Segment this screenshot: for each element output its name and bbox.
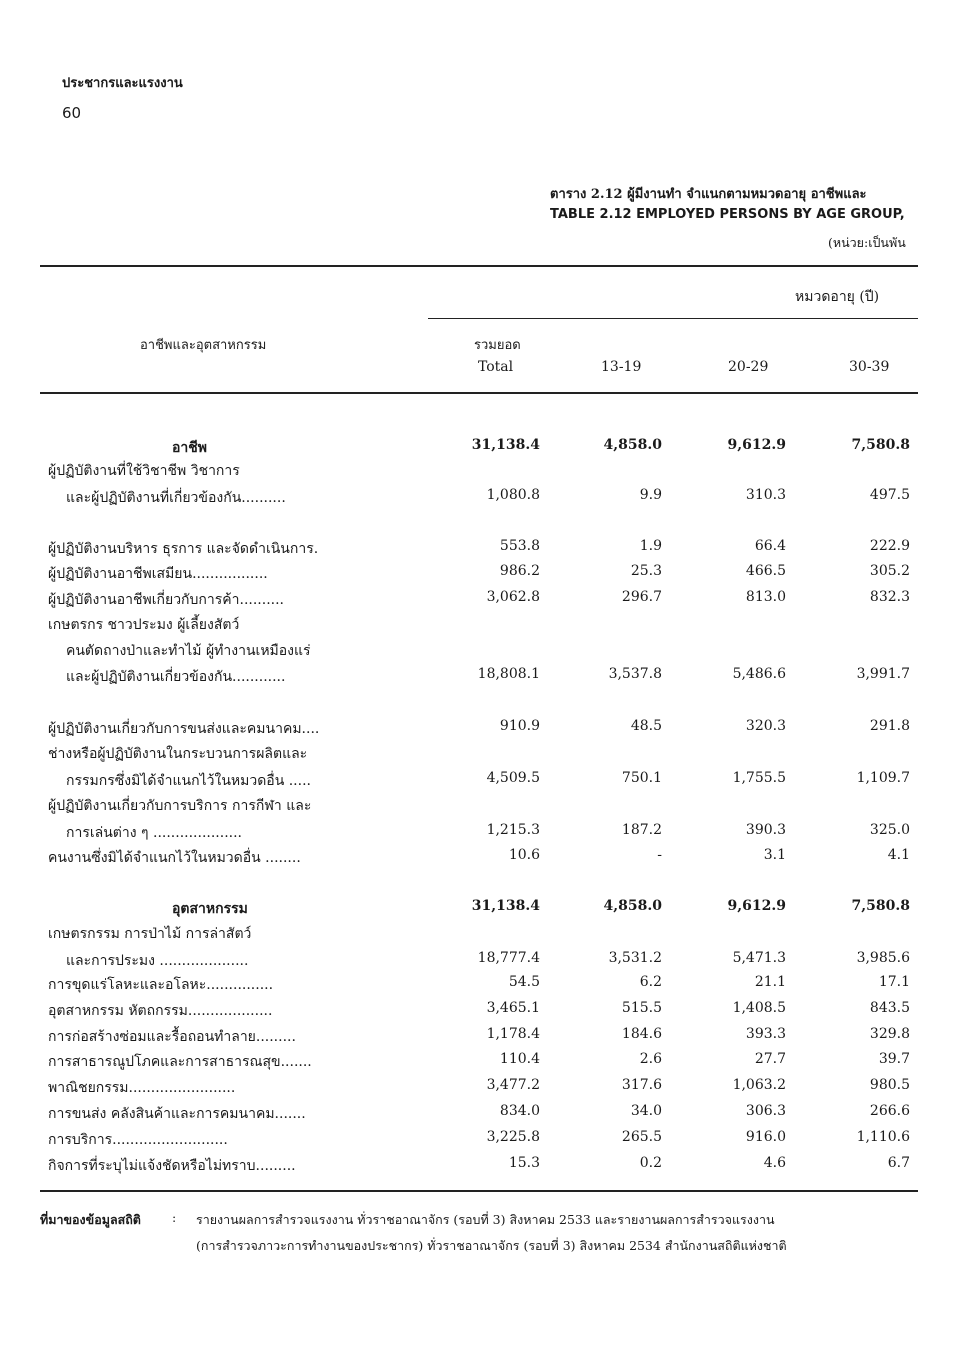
- cell-value: 3,062.8: [486, 589, 540, 605]
- cell-value: 34.0: [630, 1103, 662, 1119]
- row-label: ช่างหรือผู้ปฏิบัติงานในกระบวนการผลิตและ: [48, 746, 308, 762]
- cell-value: 553.8: [499, 538, 540, 554]
- cell-value: 4.6: [763, 1155, 786, 1171]
- table-row: [0, 1077, 966, 1099]
- cell-value: 390.3: [745, 822, 786, 838]
- row-label: ผู้ปฏิบัติงานเกี่ยวกับการบริการ การกีฬา และ: [48, 798, 312, 814]
- row-label: เกษตรกร ชาวประมง ผู้เลี้ยงสัตว์: [48, 617, 240, 633]
- row-label: การก่อสร้างซ่อมและรื้อถอนทำลาย.........: [48, 1029, 296, 1045]
- table-row: [0, 563, 966, 585]
- table-unit: (หน่วย:เป็นพัน: [828, 235, 906, 250]
- cell-value: 2.6: [639, 1051, 662, 1067]
- cell-value: 7,580.8: [851, 898, 910, 914]
- table-top-rule: [40, 265, 918, 267]
- table-row: [0, 487, 966, 509]
- cell-value: 48.5: [630, 718, 662, 734]
- cell-value: 31,138.4: [471, 437, 540, 453]
- cell-value: 10.6: [508, 847, 540, 863]
- cell-value: 305.2: [869, 563, 910, 579]
- row-label: และผู้ปฏิบัติงานเกี่ยวข้องกัน............: [66, 669, 286, 685]
- cell-value: 910.9: [499, 718, 540, 734]
- table-row: [0, 640, 966, 662]
- cell-value: 18,808.1: [477, 666, 540, 682]
- row-label: กรรมกรซึ่งมิได้จำแนกไว้ในหมวดอื่น .....: [66, 773, 311, 789]
- cell-value: 15.3: [508, 1155, 540, 1171]
- cell-value: 54.5: [508, 974, 540, 990]
- cell-value: 31,138.4: [471, 898, 540, 914]
- cell-value: 393.3: [745, 1026, 786, 1042]
- age-group-label: หมวดอายุ (ปี): [795, 289, 880, 305]
- cell-value: 184.6: [621, 1026, 662, 1042]
- cell-value: 6.2: [639, 974, 662, 990]
- total-thai-label: รวมยอด: [474, 338, 521, 353]
- cell-value: 306.3: [745, 1103, 786, 1119]
- cell-value: 317.6: [621, 1077, 662, 1093]
- cell-value: 4.1: [887, 847, 910, 863]
- cell-value: 3,531.2: [608, 950, 662, 966]
- table-row: [0, 1026, 966, 1048]
- table-row: [0, 614, 966, 636]
- row-label: ผู้ปฏิบัติงานอาชีพเสมียน.................: [48, 566, 268, 582]
- cell-value: 27.7: [754, 1051, 786, 1067]
- row-label: คนงานซึ่งมิได้จำแนกไว้ในหมวดอื่น ........: [48, 850, 301, 866]
- table-row: [0, 847, 966, 869]
- table-row: [0, 795, 966, 817]
- cell-value: 18,777.4: [477, 950, 540, 966]
- cell-value: 187.2: [621, 822, 662, 838]
- row-label: การสาธารณูปโภคและการสาธารณสุข.......: [48, 1054, 312, 1070]
- table-row: [0, 974, 966, 996]
- table-row: [0, 1129, 966, 1151]
- cell-value: 1,215.3: [486, 822, 540, 838]
- table-row: [0, 718, 966, 740]
- cell-value: 1.9: [639, 538, 662, 554]
- cell-value: 3,537.8: [608, 666, 662, 682]
- cell-value: 320.3: [745, 718, 786, 734]
- row-label: คนตัดถางป่าและทำไม้ ผู้ทำงานเหมืองแร่: [66, 643, 311, 659]
- col-13-19-label: 13-19: [601, 359, 642, 375]
- source-line-2: (การสำรวจภาวะการทำงานของประชากร) ทั่วราชอาณาจักร (รอบที่ 3) สิงหาคม 2534 สำนักงานสถิติแห่งชาติ: [196, 1238, 787, 1253]
- cell-value: 515.5: [621, 1000, 662, 1016]
- cell-value: 3,465.1: [486, 1000, 540, 1016]
- source-line-1: รายงานผลการสำรวจแรงงาน ทั่วราชอาณาจักร (รอบที่ 3) สิงหาคม 2533 และรายงานผลการสำรวจแรงงาน: [196, 1212, 775, 1227]
- cell-value: 832.3: [869, 589, 910, 605]
- cell-value: 1,080.8: [486, 487, 540, 503]
- table-row: [0, 950, 966, 972]
- table-bottom-rule: [40, 1190, 918, 1192]
- row-label: การขนส่ง คลังสินค้าและการคมนาคม.......: [48, 1106, 306, 1122]
- row-header-label: อาชีพและอุตสาหกรรม: [140, 338, 267, 353]
- cell-value: 3,985.6: [856, 950, 910, 966]
- cell-value: 5,471.3: [732, 950, 786, 966]
- cell-value: 6.7: [887, 1155, 910, 1171]
- table-row: [0, 822, 966, 844]
- cell-value: 110.4: [499, 1051, 540, 1067]
- cell-value: 466.5: [745, 563, 786, 579]
- cell-value: 843.5: [869, 1000, 910, 1016]
- cell-value: 296.7: [621, 589, 662, 605]
- table-row: [0, 437, 966, 459]
- cell-value: 813.0: [745, 589, 786, 605]
- cell-value: 9.9: [639, 487, 662, 503]
- table-row: [0, 1000, 966, 1022]
- cell-value: 25.3: [630, 563, 662, 579]
- cell-value: 66.4: [754, 538, 786, 554]
- row-label: และผู้ปฏิบัติงานที่เกี่ยวข้องกัน..........: [66, 490, 286, 506]
- row-label: การเล่นต่าง ๆ ....................: [66, 825, 243, 841]
- row-label: เกษตรกรรม การป่าไม้ การล่าสัตว์: [48, 926, 252, 942]
- cell-value: 3,225.8: [486, 1129, 540, 1145]
- cell-value: 9,612.9: [727, 437, 786, 453]
- cell-value: 834.0: [499, 1103, 540, 1119]
- col-20-29-label: 20-29: [728, 359, 769, 375]
- source-label: ที่มาของข้อมูลสถิติ: [40, 1212, 141, 1227]
- cell-value: 222.9: [869, 538, 910, 554]
- section-label: อาชีพ: [172, 440, 207, 456]
- table-row: [0, 1103, 966, 1125]
- table-row: [0, 923, 966, 945]
- row-label: การบริการ..........................: [48, 1132, 228, 1148]
- row-label: ผู้ปฏิบัติงานที่ใช้วิชาชีพ วิชาการ: [48, 463, 240, 479]
- header-bottom-rule: [40, 392, 918, 394]
- cell-value: 5,486.6: [732, 666, 786, 682]
- row-label: ผู้ปฏิบัติงานอาชีพเกี่ยวกับการค้า..........: [48, 592, 285, 608]
- row-label: และการประมง ....................: [66, 953, 249, 969]
- cell-value: 4,509.5: [486, 770, 540, 786]
- table-row: [0, 460, 966, 482]
- row-label: ผู้ปฏิบัติงานบริหาร ธุรการ และจัดดำเนินการ.: [48, 541, 319, 557]
- cell-value: 291.8: [869, 718, 910, 734]
- cell-value: -: [657, 847, 662, 863]
- table-row: [0, 589, 966, 611]
- cell-value: 750.1: [621, 770, 662, 786]
- table-row: [0, 743, 966, 765]
- row-label: ผู้ปฏิบัติงานเกี่ยวกับการขนส่งและคมนาคม....: [48, 721, 320, 737]
- age-group-rule: [428, 318, 918, 319]
- cell-value: 9,612.9: [727, 898, 786, 914]
- row-label: อุตสาหกรรม หัตถกรรม...................: [48, 1003, 273, 1019]
- cell-value: 1,109.7: [856, 770, 910, 786]
- table-row: [0, 538, 966, 560]
- cell-value: 4,858.0: [603, 898, 662, 914]
- cell-value: 1,178.4: [486, 1026, 540, 1042]
- table-row: [0, 666, 966, 688]
- cell-value: 17.1: [878, 974, 910, 990]
- cell-value: 1,408.5: [732, 1000, 786, 1016]
- cell-value: 3.1: [763, 847, 786, 863]
- cell-value: 310.3: [745, 487, 786, 503]
- cell-value: 39.7: [878, 1051, 910, 1067]
- cell-value: 3,991.7: [856, 666, 910, 682]
- row-label: กิจการที่ระบุไม่แจ้งชัดหรือไม่ทราบ.........: [48, 1158, 296, 1174]
- table-row: [0, 1051, 966, 1073]
- row-label: การขุดแร่โลหะและอโลหะ...............: [48, 977, 274, 993]
- source-colon: :: [172, 1210, 177, 1225]
- cell-value: 916.0: [745, 1129, 786, 1145]
- cell-value: 1,110.6: [856, 1129, 910, 1145]
- cell-value: 0.2: [639, 1155, 662, 1171]
- cell-value: 325.0: [869, 822, 910, 838]
- table-row: [0, 1155, 966, 1177]
- cell-value: 497.5: [869, 487, 910, 503]
- page-number: 60: [62, 104, 82, 122]
- cell-value: 980.5: [869, 1077, 910, 1093]
- cell-value: 329.8: [869, 1026, 910, 1042]
- cell-value: 7,580.8: [851, 437, 910, 453]
- col-30-39-label: 30-39: [849, 359, 890, 375]
- table-row: [0, 898, 966, 920]
- cell-value: 265.5: [621, 1129, 662, 1145]
- cell-value: 21.1: [754, 974, 786, 990]
- cell-value: 3,477.2: [486, 1077, 540, 1093]
- cell-value: 1,063.2: [732, 1077, 786, 1093]
- cell-value: 1,755.5: [732, 770, 786, 786]
- section-label: อุตสาหกรรม: [172, 901, 248, 917]
- table-title-english: TABLE 2.12 EMPLOYED PERSONS BY AGE GROUP,: [550, 207, 905, 222]
- cell-value: 986.2: [499, 563, 540, 579]
- table-row: [0, 770, 966, 792]
- page-header-title: ประชากรและแรงงาน: [62, 76, 183, 91]
- total-english-label: Total: [478, 359, 514, 375]
- cell-value: 266.6: [869, 1103, 910, 1119]
- cell-value: 4,858.0: [603, 437, 662, 453]
- table-title-thai: ตาราง 2.12 ผู้มีงานทำ จำแนกตามหมวดอายุ อาชีพและ: [550, 187, 867, 202]
- row-label: พาณิชยกรรม........................: [48, 1080, 236, 1096]
